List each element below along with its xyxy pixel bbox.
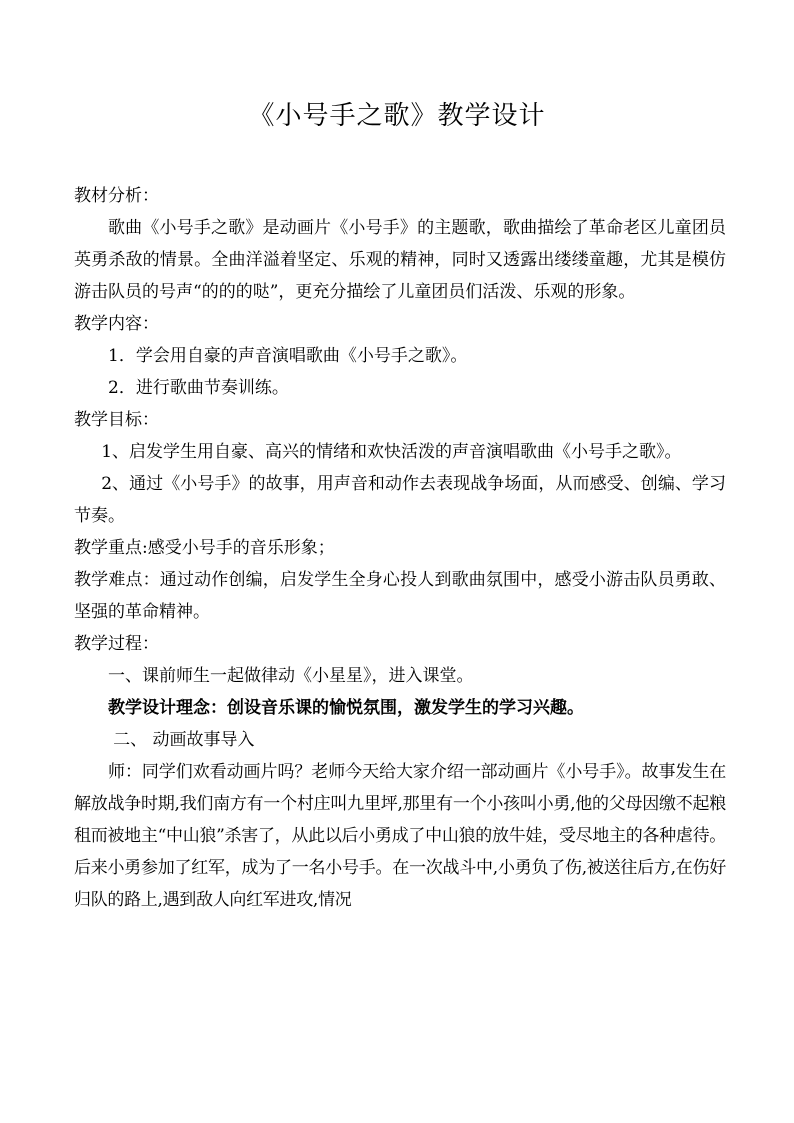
process-heading: 教学过程： xyxy=(74,634,159,654)
goal-item-1: 1、启发学生用自豪、高兴的情绪和欢快活泼的声音演唱歌曲《小号手之歌》。 xyxy=(101,442,682,462)
design-concept: 教学设计理念：创设音乐课的愉悦氛围，激发学生的学习兴趣。 xyxy=(108,698,584,718)
teacher-speech: 师：同学们欢看动画片吗？老师今天给大家介绍一部动画片《小号手》。故事发生在解放战争时期,我们南方有一个村庄叫九里坪,那里有一个小孩叫小勇,他的父母因缴不起粮租而被地主“中山狼”杀害了，从此以后小勇成了中山狼的放牛娃，受尽地主的各种虐待。后来小勇参加了红军，成为了一名小号手。在一次战斗中,小勇负了伤,被送往后方,在伤好归队的路上,遇到敌人向红军进攻,情况 xyxy=(74,762,726,910)
content-item-1: 1．学会用自豪的声音演唱歌曲《小号手之歌》。 xyxy=(108,346,468,366)
difficulty: 教学难点：通过动作创编，启发学生全身心投人到歌曲氛围中，感受小游击队员勇敢、坚强的革命精神。 xyxy=(74,570,726,622)
goals-heading: 教学目标： xyxy=(74,410,159,430)
content-item-2: 2．进行歌曲节奏训练。 xyxy=(108,378,289,398)
content-heading: 教学内容： xyxy=(74,314,159,334)
goal-item-2: 2、通过《小号手》的故事，用声音和动作去表现战争场面，从而感受、创编、学习节奏。 xyxy=(74,474,726,526)
process-step-2: 二、 动画故事导入 xyxy=(113,730,255,750)
document-body xyxy=(74,180,726,916)
material-heading: 教材分析： xyxy=(74,186,159,206)
process-step-1: 一、课前师生一起做律动《小星星》，进入课堂。 xyxy=(108,666,474,686)
material-paragraph: 歌曲《小号手之歌》是动画片《小号手》的主题歌，歌曲描绘了革命老区儿童团员英勇杀敌的情景。全曲洋溢着坚定、乐观的精神，同时又透露出缕缕童趣，尤其是模仿游击队员的号声“的的的哒”，更充分描绘了儿童团员们活泼、乐观的形象。 xyxy=(74,218,726,302)
key-point: 教学重点:感受小号手的音乐形象； xyxy=(74,538,335,558)
document-title: 《小号手之歌》教学设计 xyxy=(248,101,546,131)
